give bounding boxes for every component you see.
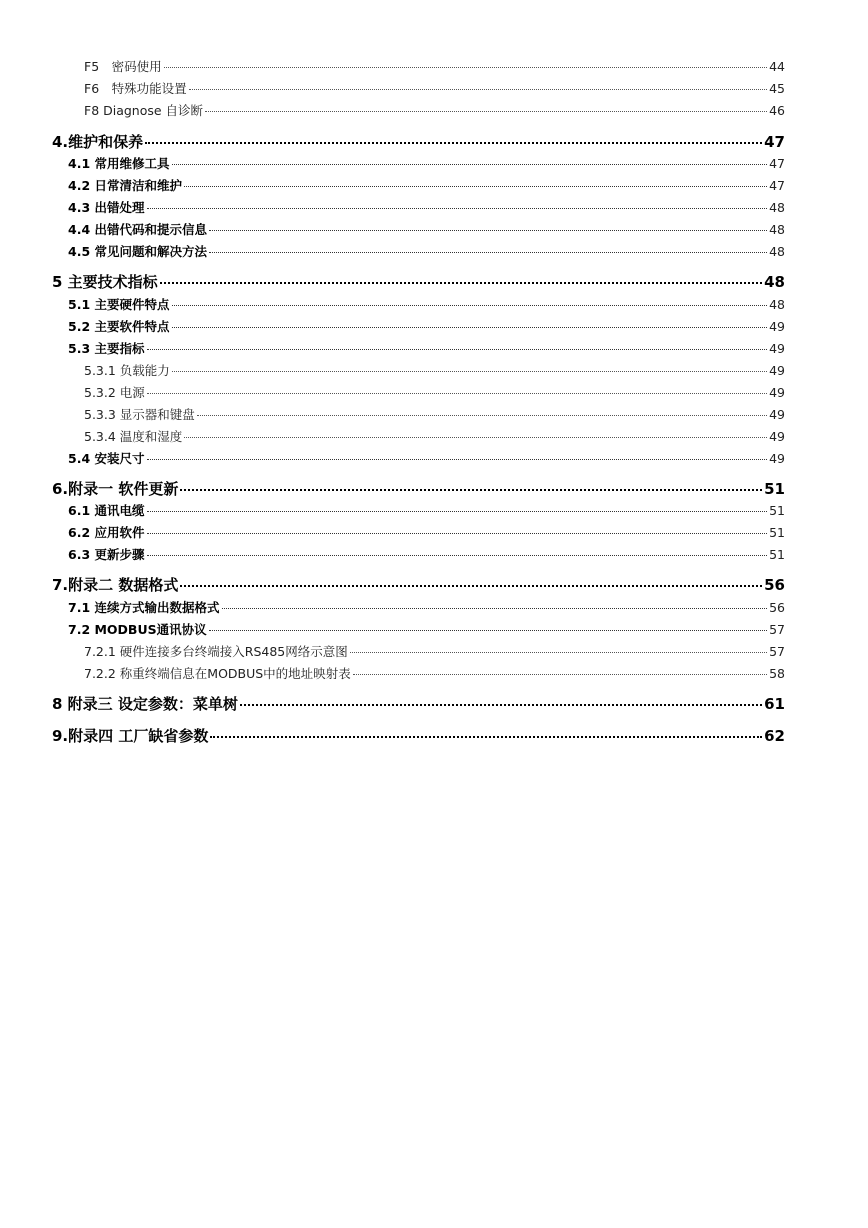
toc-entry-title: 5.3.1 负载能力	[84, 363, 170, 378]
toc-entry[interactable]	[68, 449, 785, 467]
dot-leader	[172, 164, 768, 165]
dot-leader	[222, 608, 768, 609]
toc-entry-page-number: 45	[769, 81, 785, 96]
dot-leader	[147, 533, 768, 534]
dot-leader	[147, 349, 768, 350]
toc-entry-page-number: 51	[769, 503, 785, 518]
toc-entry-page-number: 48	[769, 297, 785, 312]
toc-entry[interactable]	[52, 693, 785, 714]
toc-entry[interactable]	[68, 220, 785, 238]
dot-leader	[160, 282, 762, 284]
toc-entry-title: 5.1 主要硬件特点	[68, 297, 170, 312]
toc-entry[interactable]	[52, 725, 785, 746]
toc-entry[interactable]	[84, 101, 785, 119]
toc-entry-page-number: 49	[769, 319, 785, 334]
toc-entry-page-number: 51	[769, 525, 785, 540]
toc-entry[interactable]	[68, 154, 785, 172]
toc-entry-page-number: 47	[764, 133, 785, 151]
toc-entry[interactable]	[84, 405, 785, 423]
toc-entry[interactable]	[68, 339, 785, 357]
toc-entry-title: 6.附录一 软件更新	[52, 480, 179, 498]
toc-entry[interactable]	[84, 664, 785, 682]
toc-entry-title: 4.4 出错代码和提示信息	[68, 222, 207, 237]
toc-entry-title: 7.2.1 硬件连接多台终端接入RS485网络示意图	[84, 644, 348, 659]
toc-entry[interactable]	[52, 574, 785, 595]
toc-entry-title: 5.4 安装尺寸	[68, 451, 145, 466]
toc-entry-page-number: 49	[769, 451, 785, 466]
toc-entry-page-number: 47	[769, 178, 785, 193]
toc-entry-page-number: 56	[764, 576, 785, 594]
toc-entry-page-number: 48	[769, 222, 785, 237]
toc-entry[interactable]	[52, 131, 785, 152]
toc-entry[interactable]	[68, 198, 785, 216]
toc-entry-title: 7.2 MODBUS通讯协议	[68, 622, 207, 637]
dot-leader	[205, 111, 767, 112]
dot-leader	[172, 371, 767, 372]
dot-leader	[180, 585, 762, 587]
dot-leader	[147, 511, 768, 512]
toc-entry-page-number: 48	[769, 244, 785, 259]
toc-entry-title: F6 特殊功能设置	[84, 81, 187, 96]
dot-leader	[210, 736, 762, 738]
toc-entry-page-number: 56	[769, 600, 785, 615]
toc-entry[interactable]	[68, 242, 785, 260]
toc-entry-title: 5.3.4 温度和湿度	[84, 429, 183, 444]
dot-leader	[172, 327, 768, 328]
toc-entry[interactable]	[84, 642, 785, 660]
toc-entry-title: 6.2 应用软件	[68, 525, 145, 540]
dot-leader	[147, 208, 768, 209]
toc-entry[interactable]	[68, 598, 785, 616]
toc-entry-page-number: 47	[769, 156, 785, 171]
dot-leader	[184, 186, 767, 187]
toc-entry-title: 5.2 主要软件特点	[68, 319, 170, 334]
toc-entry-page-number: 46	[769, 103, 785, 118]
toc-entry[interactable]	[84, 383, 785, 401]
toc-entry-title: 5.3.3 显示器和键盘	[84, 407, 195, 422]
toc-entry[interactable]	[68, 545, 785, 563]
dot-leader	[353, 674, 767, 675]
toc-entry[interactable]	[84, 57, 785, 75]
toc-entry-page-number: 62	[764, 727, 785, 745]
toc-entry-page-number: 51	[764, 480, 785, 498]
toc-entry-page-number: 61	[764, 695, 785, 713]
toc-entry-page-number: 48	[769, 200, 785, 215]
dot-leader	[172, 305, 768, 306]
dot-leader	[164, 67, 767, 68]
toc-entry[interactable]	[84, 427, 785, 445]
toc-entry-title: 8 附录三 设定参数：菜单树	[52, 695, 238, 713]
toc-entry-title: 7.附录二 数据格式	[52, 576, 179, 594]
toc-entry-title: 6.3 更新步骤	[68, 547, 145, 562]
toc-entry-title: 7.1 连续方式输出数据格式	[68, 600, 220, 615]
dot-leader	[350, 652, 767, 653]
toc-entry-title: 4.2 日常清洁和维护	[68, 178, 182, 193]
toc-entry-title: F5 密码使用	[84, 59, 162, 74]
dot-leader	[147, 393, 767, 394]
toc-entry-title: 7.2.2 称重终端信息在MODBUS中的地址映射表	[84, 666, 351, 681]
dot-leader	[197, 415, 767, 416]
toc-entry-page-number: 48	[764, 273, 785, 291]
toc-entry-page-number: 51	[769, 547, 785, 562]
toc-entry-title: 4.5 常见问题和解决方法	[68, 244, 207, 259]
toc-entry[interactable]	[68, 523, 785, 541]
toc-entry[interactable]	[84, 361, 785, 379]
toc-entry-page-number: 49	[769, 385, 785, 400]
toc-entry[interactable]	[52, 478, 785, 499]
toc-entry-page-number: 57	[769, 644, 785, 659]
dot-leader	[209, 252, 767, 253]
dot-leader	[189, 89, 767, 90]
dot-leader	[184, 437, 767, 438]
toc-entry-page-number: 49	[769, 429, 785, 444]
toc-entry-title: 5.3 主要指标	[68, 341, 145, 356]
toc-entry[interactable]	[52, 271, 785, 292]
dot-leader	[147, 459, 768, 460]
toc-entry-title: 6.1 通讯电缆	[68, 503, 145, 518]
toc-entry-title: 4.1 常用维修工具	[68, 156, 170, 171]
toc-entry[interactable]	[68, 620, 785, 638]
toc-entry-page-number: 49	[769, 407, 785, 422]
toc-entry-title: 9.附录四 工厂缺省参数	[52, 727, 209, 745]
dot-leader	[147, 555, 768, 556]
toc-entry-page-number: 44	[769, 59, 785, 74]
toc-entry-page-number: 58	[769, 666, 785, 681]
toc-entry-page-number: 57	[769, 622, 785, 637]
dot-leader	[180, 489, 762, 491]
toc-entry-title: F8 Diagnose 自诊断	[84, 103, 204, 118]
toc-entry[interactable]	[68, 176, 785, 194]
dot-leader	[209, 630, 767, 631]
toc-entry-title: 4.维护和保养	[52, 133, 144, 151]
toc-entry-title: 4.3 出错处理	[68, 200, 145, 215]
toc-entry[interactable]	[84, 79, 785, 97]
toc-entry-page-number: 49	[769, 341, 785, 356]
dot-leader	[209, 230, 767, 231]
toc-entry[interactable]	[68, 295, 785, 313]
dot-leader	[240, 704, 762, 706]
toc-entry[interactable]	[68, 501, 785, 519]
toc-entry-title: 5 主要技术指标	[52, 273, 158, 291]
toc-entry-page-number: 49	[769, 363, 785, 378]
toc-entry-title: 5.3.2 电源	[84, 385, 145, 400]
toc-entry[interactable]	[68, 317, 785, 335]
dot-leader	[145, 142, 762, 144]
